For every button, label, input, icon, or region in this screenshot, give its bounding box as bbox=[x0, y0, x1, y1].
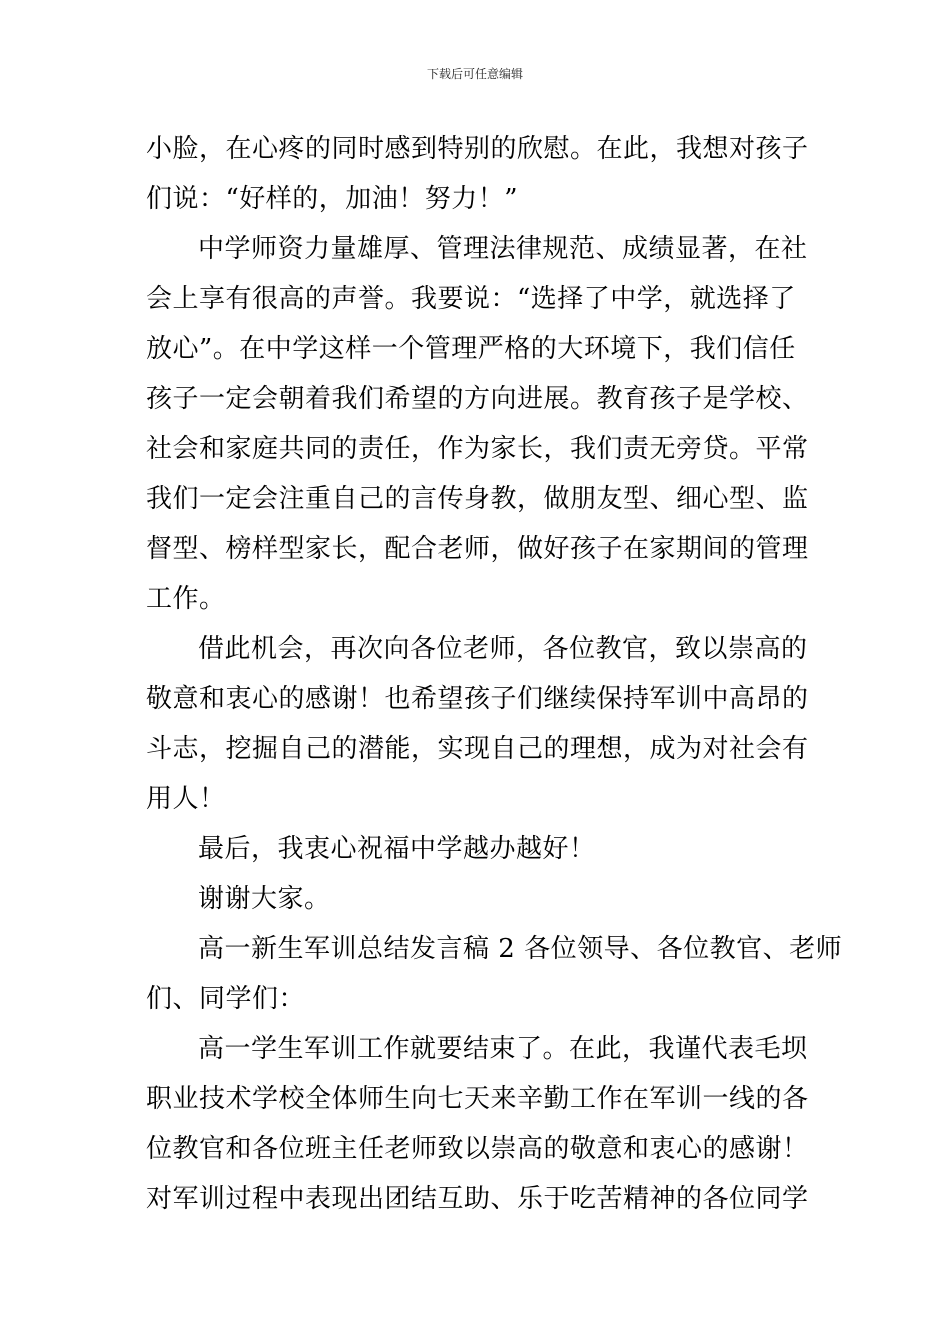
text-line: 借此机会，再次向各位老师，各位教官，致以崇高的 bbox=[198, 634, 808, 664]
text-line: 最后，我衷心祝福中学越办越好！ bbox=[198, 834, 596, 864]
text-line: 高一新生军训总结发言稿 2 各位领导、各位教官、老师 bbox=[198, 934, 843, 964]
text-line: 放心”。在中学这样一个管理严格的大环境下，我们信任 bbox=[146, 334, 796, 364]
text-line: 职业技术学校全体师生向七天来辛勤工作在军训一线的各 bbox=[146, 1084, 809, 1114]
text-line: 高一学生军训工作就要结束了。在此，我谨代表毛坝 bbox=[198, 1034, 808, 1064]
text-line: 中学师资力量雄厚、管理法律规范、成绩显著，在社 bbox=[198, 234, 808, 264]
text-line: 对军训过程中表现出团结互助、乐于吃苦精神的各位同学 bbox=[146, 1184, 809, 1214]
text-line: 社会和家庭共同的责任，作为家长，我们责无旁贷。平常 bbox=[146, 434, 809, 464]
text-line: 敬意和衷心的感谢！也希望孩子们继续保持军训中高昂的 bbox=[146, 684, 809, 714]
text-line: 斗志，挖掘自己的潜能，实现自己的理想，成为对社会有 bbox=[146, 734, 809, 764]
text-line: 工作。 bbox=[146, 584, 226, 614]
text-line: 谢谢大家。 bbox=[198, 884, 331, 914]
document-body bbox=[146, 124, 843, 1224]
text-line: 督型、榜样型家长，配合老师，做好孩子在家期间的管理 bbox=[146, 534, 809, 564]
text-line: 小脸，在心疼的同时感到特别的欣慰。在此，我想对孩子 bbox=[146, 134, 809, 164]
text-line: 我们一定会注重自己的言传身教，做朋友型、细心型、监 bbox=[146, 484, 809, 514]
text-line: 会上享有很高的声誉。我要说：“选择了中学，就选择了 bbox=[146, 284, 796, 314]
text-line: 位教官和各位班主任老师致以崇高的敬意和衷心的感谢！ bbox=[146, 1134, 809, 1164]
text-line: 用人！ bbox=[146, 784, 226, 814]
header-note: 下载后可任意编辑 bbox=[426, 67, 523, 81]
text-line: 孩子一定会朝着我们希望的方向进展。教育孩子是学校、 bbox=[146, 384, 809, 414]
text-line: 们说：“好样的，加油！努力！” bbox=[146, 184, 519, 214]
text-line: 们、同学们： bbox=[146, 984, 306, 1014]
